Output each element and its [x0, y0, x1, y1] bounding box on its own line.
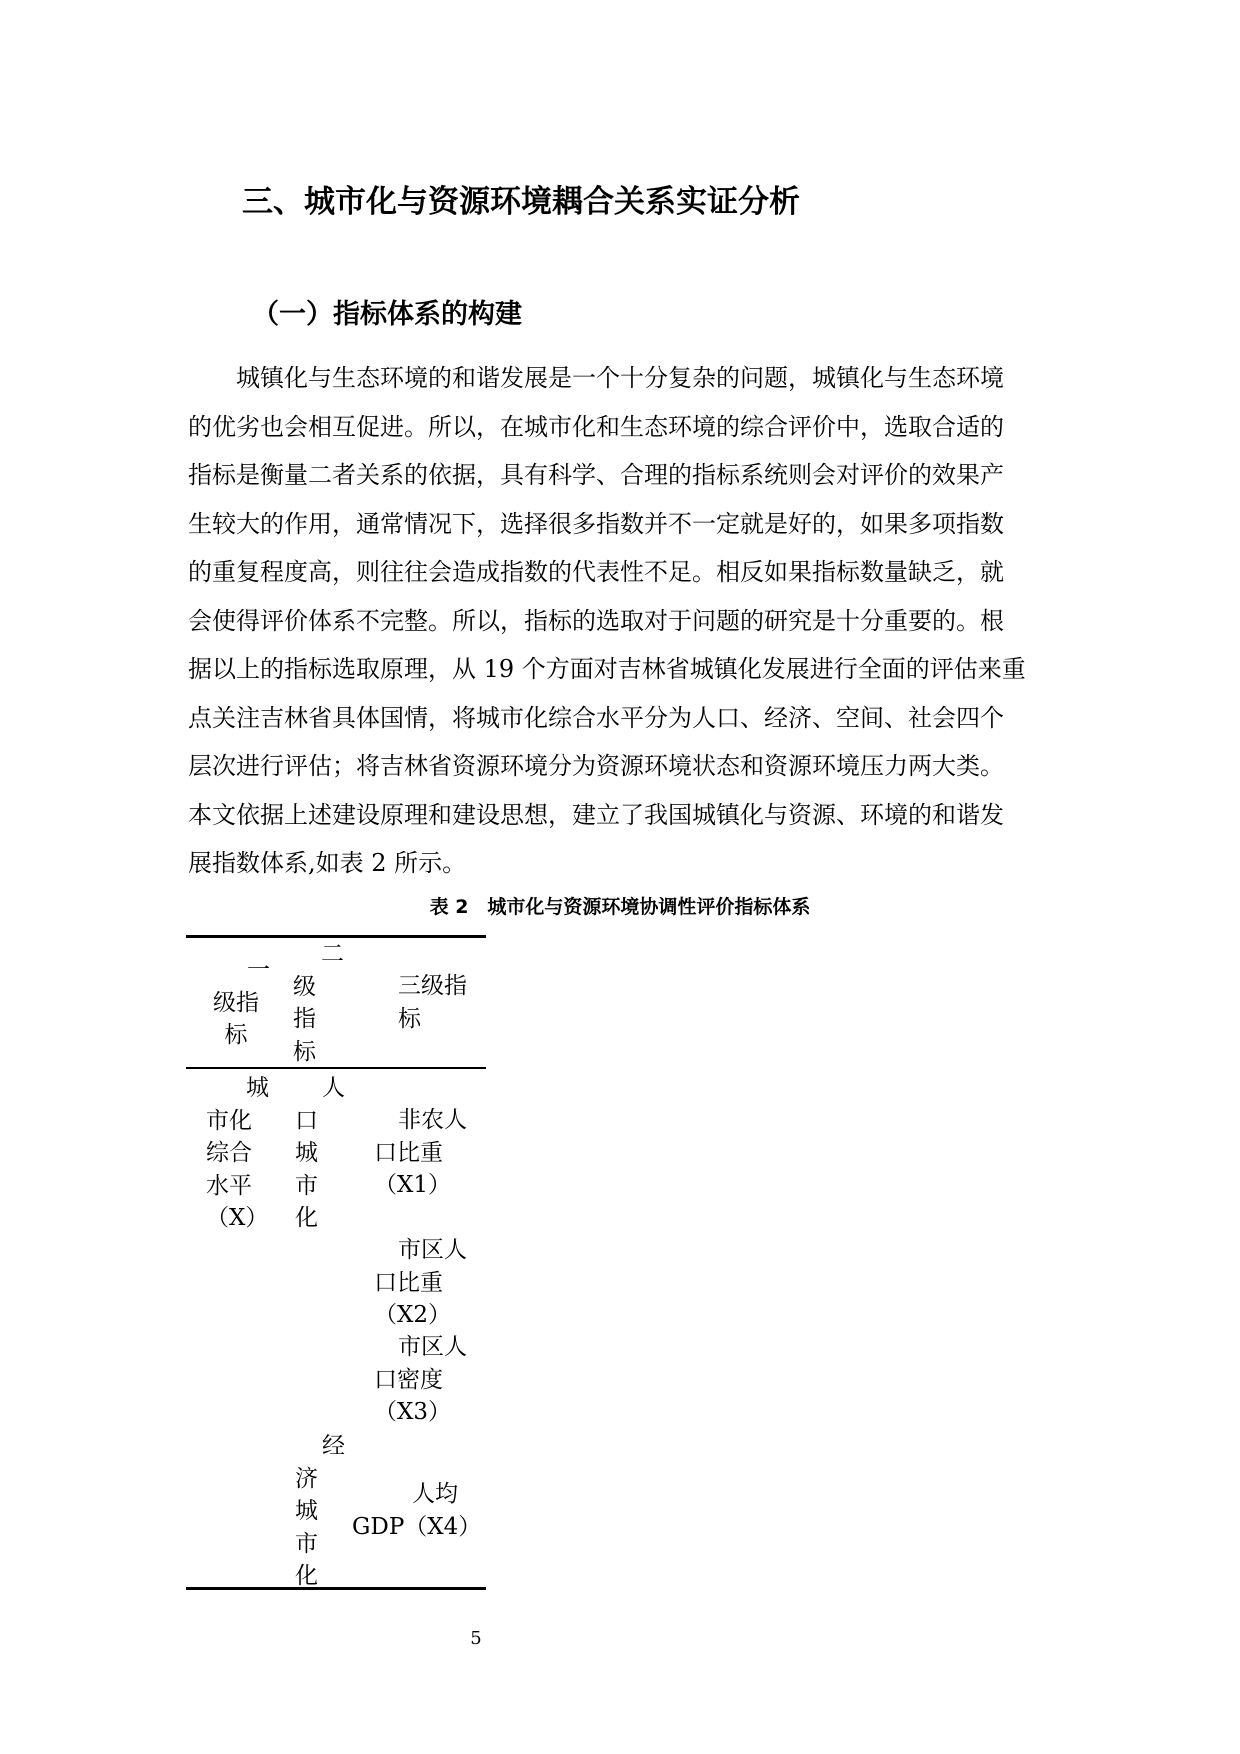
section-title: 三、城市化与资源环境耦合关系实证分析	[242, 184, 800, 220]
table-caption: 表 2 城市化与资源环境协调性评价指标体系	[429, 896, 811, 918]
indicator-x2: 市区人 口比重 （X2）	[374, 1237, 467, 1328]
paragraph-line: 会使得评价体系不完整。所以，指标的选取对于问题的研究是十分重要的。根	[188, 606, 1004, 635]
body-paragraph	[188, 354, 1058, 888]
subsection-title: （一）指标体系的构建	[252, 299, 522, 330]
indicator-x3: 市区人 口密度 （X3）	[374, 1334, 467, 1425]
level1-urbanization: 城 市化 综合 水平 （X）	[206, 1075, 269, 1231]
level2-population: 人 口 城 市 化	[295, 1075, 345, 1231]
indicator-x1: 非农人 口比重 （X1）	[374, 1107, 467, 1198]
paragraph-line: 本文依据上述建设原理和建设思想，建立了我国城镇化与资源、环境的和谐发	[188, 800, 1004, 829]
paragraph-line: 的优劣也会相互促进。所以，在城市化和生态环境的综合评价中，选取合适的	[188, 412, 1004, 441]
header-level3: 三级指 标	[398, 973, 467, 1032]
paragraph-line: 城镇化与生态环境的和谐发展是一个十分复杂的问题，城镇化与生态环境	[236, 364, 1004, 392]
paragraph-line: 层次进行评估；将吉林省资源环境分为资源环境状态和资源环境压力两大类。	[188, 752, 1004, 780]
paragraph-line: 点关注吉林省具体国情，将城市化综合水平分为人口、经济、空间、社会四个	[188, 703, 1004, 732]
paragraph-line: 指标是衡量二者关系的依据，具有科学、合理的指标系统则会对评价的效果产	[188, 461, 1004, 489]
paragraph-line: 的重复程度高，则往往会造成指数的代表性不足。相反如果指标数量缺乏，就	[188, 558, 1004, 586]
paragraph-line: 展指数体系,如表 2 所示。	[188, 849, 467, 877]
page-number: 5	[470, 1628, 482, 1649]
level2-economy: 经 济 城 市 化	[295, 1433, 345, 1589]
indicator-x4: 人均 GDP（X4）	[352, 1481, 482, 1540]
paragraph-line: 据以上的指标选取原理，从 19 个方面对吉林省城镇化发展进行全面的评估来重	[188, 655, 1026, 683]
header-level1: 一 级指 标	[213, 957, 270, 1048]
paragraph-line: 生较大的作用，通常情况下，选择很多指数并不一定就是好的，如果多项指数	[188, 509, 1004, 538]
header-level2: 二 级 指 标	[293, 941, 344, 1065]
